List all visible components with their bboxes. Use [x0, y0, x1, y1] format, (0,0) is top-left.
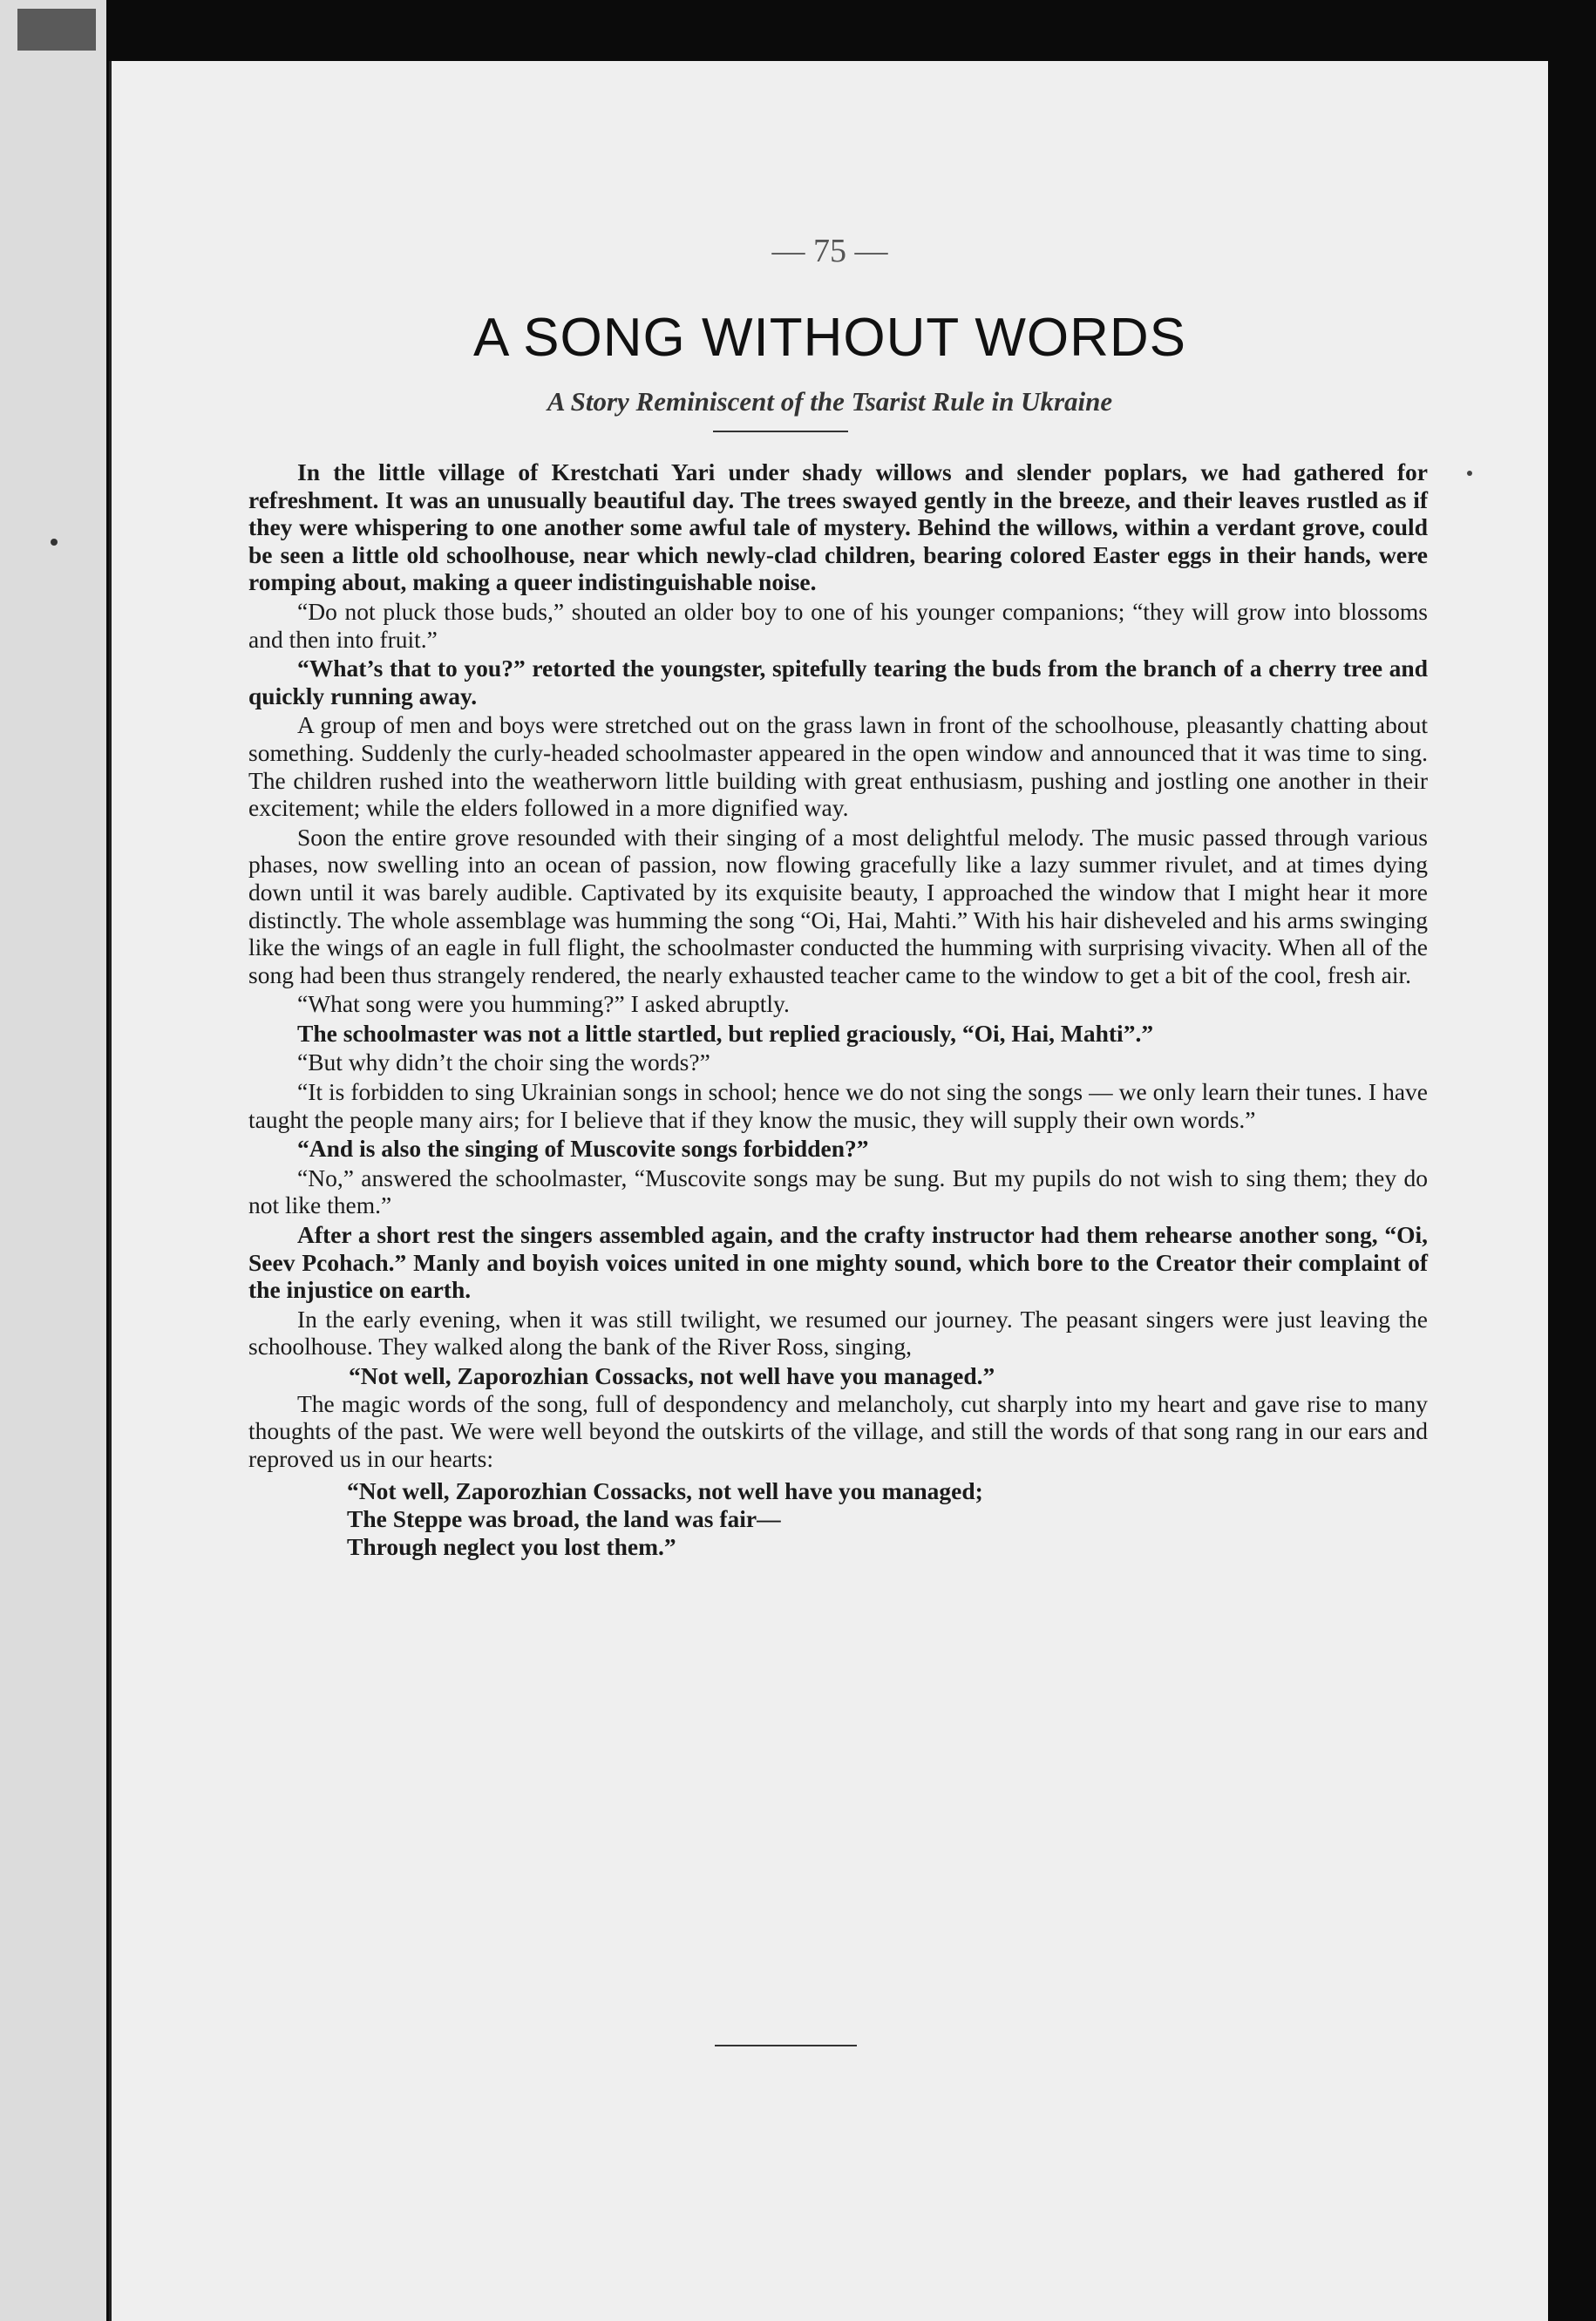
paragraph: “What song were you humming?” I asked abruptly. [297, 990, 790, 1018]
paragraph: “Do not pluck those buds,” shouted an older boy to one of his younger companions; “they will grow into blossoms and then into fruit.” [248, 597, 1428, 653]
paragraph: “And is also the singing of Muscovite songs forbidden?” [297, 1135, 869, 1163]
paragraph: In the little village of Krestchati Yari under shady willows and slender poplars, we had gathered for refreshment. It was an unusually beautiful day. The trees swayed gently in the breeze, and their leaves rustled as if they were whispering to one another some awful tale of mystery. Behind the willows, within a verdant grove, could be seen a little old schoolhouse, near which newly-clad children, bearing colored Easter eggs in their hands, were romping about, making a queer indistinguishable noise. [248, 458, 1428, 596]
scan-artifact [17, 9, 96, 51]
book-page [109, 61, 1548, 2321]
paragraph: A group of men and boys were stretched out on the grass lawn in front of the schoolhouse, pleasantly chatting about something. Suddenly the curly-headed schoolmaster appeared in the open window and announced that it was time to sing. The children rushed into the weatherworn little building with great enthusiasm, pushing and jostling one another in their excitement; while the elders followed in a more dignified way. [248, 711, 1428, 822]
margin-dot [51, 539, 58, 546]
paragraph: The magic words of the song, full of despondency and melancholy, cut sharply into my heart and gave rise to many thoughts of the past. We were well beyond the outskirts of the village, and still the words of that song rang in our ears and reproved us in our hearts: [248, 1389, 1428, 1472]
verse-line: The Steppe was broad, the land was fair— [347, 1504, 781, 1532]
paragraph: “What’s that to you?” retorted the youngster, spitefully tearing the buds from the branch of a cherry tree and quickly running away. [248, 655, 1428, 709]
verse-block [248, 1477, 1428, 1560]
story-title: A SONG WITHOUT WORDS [473, 308, 1186, 368]
story-subtitle: A Story Reminiscent of the Tsarist Rule in Ukraine [547, 386, 1113, 417]
paragraph: The schoolmaster was not a little startled, but replied graciously, “Oi, Hai, Mahti”.” [297, 1019, 1154, 1047]
paragraph: After a short rest the singers assembled again, and the crafty instructor had them rehearse another song, “Oi, Seev Pcohach.” Manly and boyish voices united in one mighty sound, which bore to the Creator their complaint of the injustice on earth. [248, 1221, 1428, 1304]
verse-line: Through neglect you lost them.” [347, 1532, 676, 1560]
story-body [248, 458, 1428, 1560]
paragraph: “No,” answered the schoolmaster, “Muscovite songs may be sung. But my pupils do not wish to sing them; they do not like them.” [248, 1164, 1428, 1219]
paragraph: Soon the entire grove resounded with their singing of a most delightful melody. The music passed through various phases, now swelling into an ocean of passion, now flowing gracefully like a lazy summer rivulet, and at times dying down until it was barely audible. Captivated by its exquisite beauty, I approached the window that I might hear it more distinctly. The whole assemblage was humming the song “Oi, Hai, Mahti.” With his hair disheveled and his arms swinging like the wings of an eagle in full flight, the schoolmaster conducted the humming with surprising vivacity. When all of the song had been thus strangely rendered, the nearly exhausted teacher came to the window to get a bit of the cool, fresh air. [248, 823, 1428, 988]
adjacent-page-edge [0, 0, 106, 2321]
title-divider [713, 431, 848, 432]
verse-line: “Not well, Zaporozhian Cossacks, not well have you managed; [347, 1477, 983, 1505]
margin-dot [1467, 471, 1472, 476]
paragraph: “It is forbidden to sing Ukrainian songs in school; hence we do not sing the songs — we only learn their tunes. I have taught the people many airs; for I believe that if they know the music, they will supply their own words.” [248, 1078, 1428, 1133]
end-divider [715, 2045, 857, 2046]
page-number: — 75 — [771, 233, 888, 269]
paragraph: In the early evening, when it was still twilight, we resumed our journey. The peasant singers were just leaving the schoolhouse. They walked along the bank of the River Ross, singing, [248, 1305, 1428, 1361]
paragraph: “But why didn’t the choir sing the words?” [297, 1049, 710, 1076]
song-quote: “Not well, Zaporozhian Cossacks, not well have you managed.” [349, 1362, 995, 1389]
